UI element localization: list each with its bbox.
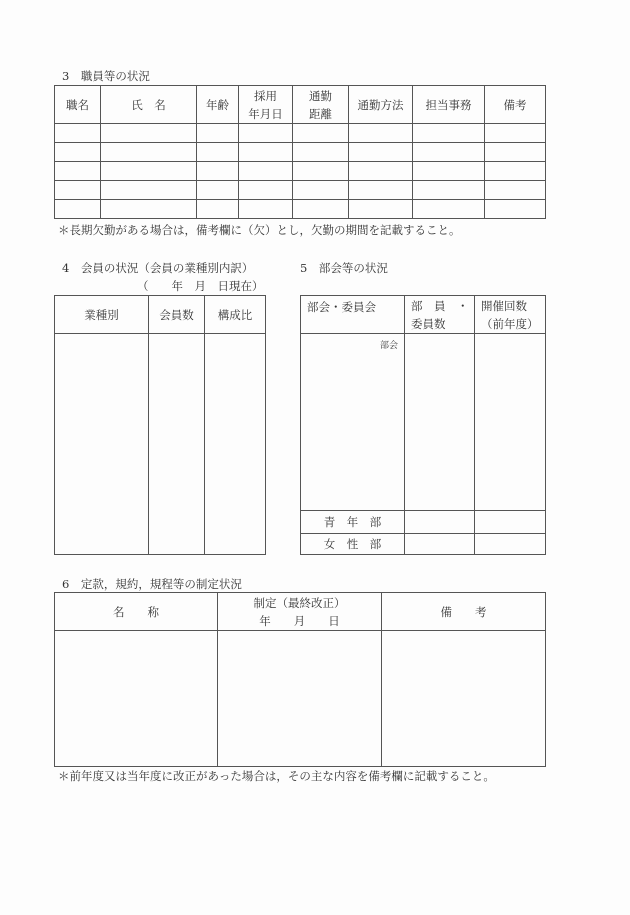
table-row xyxy=(301,511,546,534)
bukai-label: 部会 xyxy=(301,334,405,511)
committee-table xyxy=(300,295,546,555)
regulations-table xyxy=(54,592,546,767)
cell[interactable] xyxy=(349,200,413,219)
cell[interactable] xyxy=(485,200,546,219)
cell[interactable] xyxy=(349,143,413,162)
table-row xyxy=(55,181,546,200)
table-row xyxy=(301,334,546,511)
cell[interactable] xyxy=(239,162,293,181)
header-title: 名 称 xyxy=(55,593,218,631)
header-hire-date-line1: 採用 xyxy=(254,88,277,103)
remarks-cell[interactable] xyxy=(382,631,546,767)
cell[interactable] xyxy=(485,181,546,200)
table-row xyxy=(55,162,546,181)
header-col2-line1: 部 員 ・ xyxy=(411,298,469,313)
section5-title: 5 部会等の状況 xyxy=(300,261,388,275)
cell[interactable] xyxy=(239,124,293,143)
cell[interactable] xyxy=(405,334,475,511)
table-row xyxy=(55,143,546,162)
cell[interactable] xyxy=(197,200,239,219)
cell[interactable] xyxy=(485,143,546,162)
header-ratio: 構成比 xyxy=(205,296,266,334)
header-age: 年齢 xyxy=(197,86,239,124)
header-enactment-line2: 年 月 日 xyxy=(259,613,340,628)
cell[interactable] xyxy=(413,181,485,200)
section6-title: 6 定款，規約，規程等の制定状況 xyxy=(62,577,242,591)
header-remarks: 備 考 xyxy=(382,593,546,631)
table-row xyxy=(301,534,546,555)
date-cell[interactable] xyxy=(218,631,382,767)
youth-division-label: 青 年 部 xyxy=(301,511,405,534)
cell[interactable] xyxy=(55,124,101,143)
ratio-cell[interactable] xyxy=(205,334,266,555)
cell[interactable] xyxy=(475,334,546,511)
cell[interactable] xyxy=(349,181,413,200)
cell[interactable] xyxy=(197,162,239,181)
cell[interactable] xyxy=(475,511,546,534)
cell[interactable] xyxy=(405,534,475,555)
header-meeting-count xyxy=(475,296,546,334)
header-hire-date-line2: 年月日 xyxy=(248,106,283,121)
cell[interactable] xyxy=(293,124,349,143)
cell[interactable] xyxy=(405,511,475,534)
section4-title: 4 会員の状況（会員の業種別内訳） xyxy=(62,261,254,275)
section3-note: ＊長期欠勤がある場合は，備考欄に（欠）とし，欠勤の期間を記載すること。 xyxy=(58,223,461,237)
table-row xyxy=(55,200,546,219)
header-member-committee-count xyxy=(405,296,475,334)
cell[interactable] xyxy=(239,181,293,200)
table-row xyxy=(55,631,546,767)
header-committee: 部会・委員会 xyxy=(301,296,405,334)
cell[interactable] xyxy=(413,200,485,219)
header-col3-line2: （前年度） xyxy=(481,316,539,331)
section6-note: ＊前年度又は当年度に改正があった場合は，その主な内容を備考欄に記載すること。 xyxy=(58,769,495,783)
women-division-label: 女 性 部 xyxy=(301,534,405,555)
cell[interactable] xyxy=(485,162,546,181)
cell[interactable] xyxy=(197,124,239,143)
table-row xyxy=(55,124,546,143)
header-remarks: 備考 xyxy=(485,86,546,124)
header-position: 職名 xyxy=(55,86,101,124)
header-duties: 担当事務 xyxy=(413,86,485,124)
staff-table xyxy=(54,85,546,219)
cell[interactable] xyxy=(485,124,546,143)
cell[interactable] xyxy=(55,181,101,200)
cell[interactable] xyxy=(101,200,197,219)
header-col3-line1: 開催回数 xyxy=(481,298,527,313)
member-table xyxy=(54,295,266,555)
cell[interactable] xyxy=(413,162,485,181)
header-commute-distance xyxy=(293,86,349,124)
header-enactment-date xyxy=(218,593,382,631)
header-commute-distance-line1: 通勤 xyxy=(309,88,332,103)
header-member-count: 会員数 xyxy=(149,296,205,334)
header-hire-date xyxy=(239,86,293,124)
header-enactment-line1: 制定（最終改正） xyxy=(253,595,346,610)
cell[interactable] xyxy=(349,162,413,181)
cell[interactable] xyxy=(101,124,197,143)
cell[interactable] xyxy=(293,143,349,162)
cell[interactable] xyxy=(349,124,413,143)
cell[interactable] xyxy=(239,143,293,162)
header-industry: 業種別 xyxy=(55,296,149,334)
cell[interactable] xyxy=(55,162,101,181)
cell[interactable] xyxy=(293,200,349,219)
cell[interactable] xyxy=(197,181,239,200)
title-cell[interactable] xyxy=(55,631,218,767)
industry-cell[interactable] xyxy=(55,334,149,555)
cell[interactable] xyxy=(293,162,349,181)
header-col2-line2: 委員数 xyxy=(411,316,446,331)
cell[interactable] xyxy=(413,143,485,162)
cell[interactable] xyxy=(413,124,485,143)
cell[interactable] xyxy=(101,181,197,200)
cell[interactable] xyxy=(101,162,197,181)
cell[interactable] xyxy=(55,200,101,219)
cell[interactable] xyxy=(475,534,546,555)
cell[interactable] xyxy=(239,200,293,219)
section3-title: 3 職員等の状況 xyxy=(62,69,150,83)
section4-date-line: （ 年 月 日現在） xyxy=(137,279,264,293)
member-count-cell[interactable] xyxy=(149,334,205,555)
table-row xyxy=(55,334,266,555)
cell[interactable] xyxy=(197,143,239,162)
header-commute-method: 通勤方法 xyxy=(349,86,413,124)
cell[interactable] xyxy=(293,181,349,200)
cell[interactable] xyxy=(55,143,101,162)
header-name: 氏 名 xyxy=(101,86,197,124)
cell[interactable] xyxy=(101,143,197,162)
header-commute-distance-line2: 距離 xyxy=(309,106,332,121)
